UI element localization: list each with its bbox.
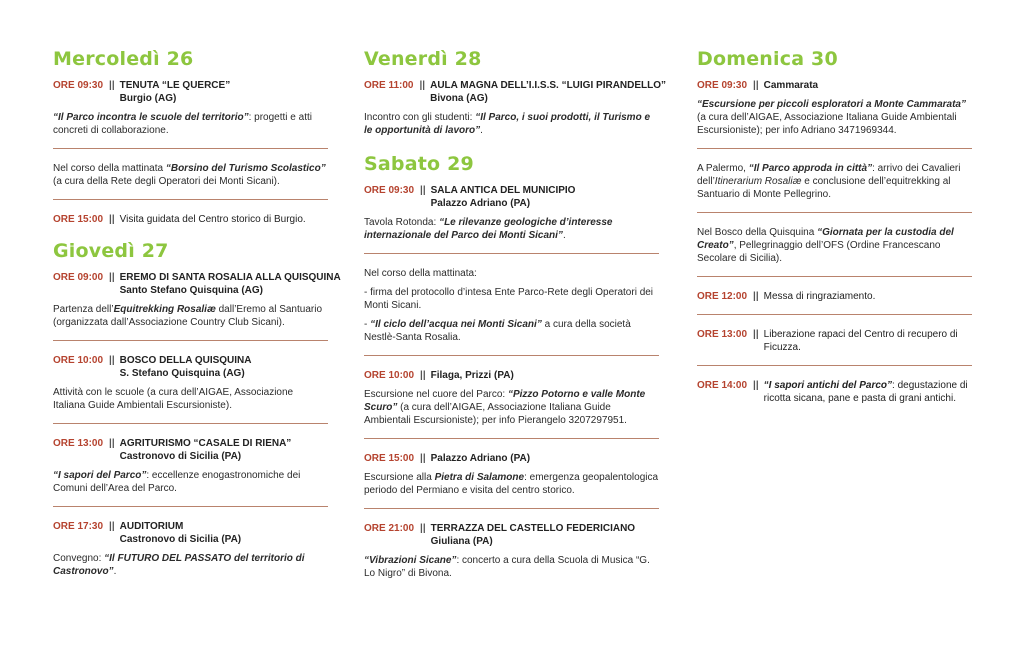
- event-location: Castronovo di Sicilia (PA): [119, 451, 242, 462]
- event-description: Attività con le scuole (a cura dell’AIGAE, Associazione Italiana Guide Ambientali Escursioniste).: [53, 387, 294, 411]
- event-place: Filaga, Prizzi (PA): [430, 370, 514, 381]
- divider: [697, 212, 972, 213]
- event-location: Giuliana (PA): [430, 536, 493, 547]
- divider: [53, 340, 328, 341]
- event-item: [53, 271, 341, 340]
- separator: ||: [753, 380, 759, 391]
- event-location: Santo Stefano Quisquina (AG): [119, 285, 263, 296]
- event-place: Cammarata: [763, 80, 819, 91]
- event-description: Liberazione rapaci del Centro di recupero di Ficuzza.: [763, 329, 958, 353]
- event-item: [53, 79, 328, 148]
- event-item: [697, 328, 972, 365]
- event-description: Incontro con gli studenti: “Il Parco, i suoi prodotti, il Turismo e le opportunità di lavoro”.: [364, 112, 651, 136]
- event-place: AUDITORIUM: [119, 521, 184, 532]
- event-bullet: - “Il ciclo dell’acqua nei Monti Sicani” a cura della società Nestlè-Santa Rosalia.: [364, 319, 631, 343]
- divider: [364, 355, 659, 356]
- event-item: [364, 267, 659, 355]
- event-time: ORE 10:00: [53, 355, 104, 366]
- event-time: ORE 17:30: [53, 521, 104, 532]
- event-place: EREMO DI SANTA ROSALIA ALLA QUISQUINA: [119, 272, 341, 283]
- event-time: ORE 15:00: [364, 453, 415, 464]
- separator: ||: [753, 329, 759, 340]
- separator: ||: [419, 80, 426, 91]
- separator: ||: [109, 521, 115, 532]
- event-description: Convegno: “Il FUTURO DEL PASSATO del territorio di Castronovo”.: [53, 553, 305, 577]
- event-location: Castronovo di Sicilia (PA): [119, 534, 242, 545]
- divider: [697, 276, 972, 277]
- column-wednesday-thursday: [53, 48, 341, 589]
- divider: [697, 365, 972, 366]
- day-heading: Giovedì 27: [53, 240, 169, 262]
- divider: [53, 148, 328, 149]
- event-time: ORE 09:30: [364, 185, 415, 196]
- event-time: ORE 15:00: [53, 214, 104, 225]
- event-place: TENUTA “LE QUERCE”: [119, 80, 231, 91]
- event-item: [697, 226, 972, 276]
- separator: ||: [109, 272, 115, 283]
- event-description: “Il Parco incontra le scuole del territorio”: progetti e atti concreti di collaborazione.: [53, 112, 312, 136]
- event-time: ORE 21:00: [364, 523, 415, 534]
- event-description: “Vibrazioni Sicane”: concerto a cura della Scuola di Musica “G. Lo Nigro” di Bivona.: [364, 555, 650, 579]
- event-description: Partenza dell’Equitrekking Rosaliæ dall’Eremo al Santuario (organizzata dall’Associazione Country Club Sicani).: [53, 304, 323, 328]
- event-item: [364, 79, 667, 145]
- column-friday-saturday: [364, 48, 667, 591]
- separator: ||: [420, 185, 426, 196]
- event-time: ORE 11:00: [364, 80, 414, 91]
- day-heading: Venerdì 28: [364, 48, 482, 70]
- separator: ||: [109, 355, 115, 366]
- separator: ||: [109, 438, 115, 449]
- divider: [697, 314, 972, 315]
- event-item: [697, 379, 972, 416]
- divider: [53, 199, 328, 200]
- event-description: Nel Bosco della Quisquina “Giornata per la custodia del Creato”, Pellegrinaggio dell’OFS (Ordine Francescano Secolare di Sicilia).: [697, 227, 954, 264]
- event-item: [364, 522, 659, 591]
- separator: ||: [753, 80, 759, 91]
- event-item: [364, 184, 659, 253]
- event-item: [53, 520, 328, 589]
- event-description: Nel corso della mattinata “Borsino del Turismo Scolastico” (a cura della Rete degli Operatori dei Monti Sicani).: [53, 163, 326, 187]
- event-place: TERRAZZA DEL CASTELLO FEDERICIANO: [430, 523, 636, 534]
- event-time: ORE 09:30: [53, 80, 104, 91]
- event-location: Palazzo Adriano (PA): [430, 198, 531, 209]
- event-place: AGRITURISMO “CASALE DI RIENA”: [119, 438, 292, 449]
- divider: [697, 148, 972, 149]
- event-time: ORE 09:00: [53, 272, 104, 283]
- event-item: [53, 162, 328, 199]
- event-description: A Palermo, “Il Parco approda in città”: arrivo dei Cavalieri dell’Itinerarium Rosaliæ e conclusione dell’equitrekking al Santuario di Monte Pellegrino.: [697, 163, 961, 200]
- event-place: AULA MAGNA DELL’I.I.S.S. “LUIGI PIRANDELLO”: [430, 80, 667, 91]
- event-time: ORE 14:00: [697, 380, 748, 391]
- divider: [364, 508, 659, 509]
- event-bullet: - firma del protocollo d’intesa Ente Parco-Rete degli Operatori dei Monti Sicani.: [364, 287, 654, 311]
- event-description: “I sapori del Parco”: eccellenze enogastronomiche dei Comuni dell’Area del Parco.: [53, 470, 301, 494]
- event-time: ORE 13:00: [53, 438, 104, 449]
- separator: ||: [753, 291, 759, 302]
- event-location: Burgio (AG): [119, 93, 177, 104]
- event-description: “I sapori antichi del Parco”: degustazione di ricotta sicana, pane e pasta di grani antichi.: [763, 380, 968, 404]
- event-description: Escursione nel cuore del Parco: “Pizzo Potorno e valle Monte Scuro” (a cura dell’AIGAE, Associazione Italiana Guide Ambientali Escursioniste); per info Pierangelo 3207297951.: [364, 389, 646, 426]
- event-item: [53, 437, 328, 506]
- divider: [364, 253, 659, 254]
- event-place: SALA ANTICA DEL MUNICIPIO: [430, 185, 576, 196]
- event-description: Escursione alla Pietra di Salamone: emergenza geopalentologica periodo del Permiano e visita del centro storico.: [364, 472, 659, 496]
- event-location: Bivona (AG): [430, 93, 488, 104]
- event-time: ORE 13:00: [697, 329, 748, 340]
- event-item: [697, 290, 972, 314]
- event-intro: Nel corso della mattinata:: [364, 268, 477, 279]
- divider: [53, 506, 328, 507]
- event-item: [697, 79, 972, 148]
- divider: [364, 438, 659, 439]
- event-description: Messa di ringraziamento.: [763, 291, 876, 302]
- event-item: [364, 369, 659, 438]
- event-description: Tavola Rotonda: “Le rilevanze geologiche d’interesse internazionale del Parco dei Monti Sicani”.: [364, 217, 613, 241]
- day-heading: Domenica 30: [697, 48, 838, 70]
- event-item: [53, 354, 328, 423]
- separator: ||: [420, 523, 426, 534]
- event-item: [364, 452, 659, 508]
- separator: ||: [109, 80, 115, 91]
- event-item: [53, 213, 328, 232]
- separator: ||: [420, 370, 426, 381]
- event-description: Visita guidata del Centro storico di Burgio.: [119, 214, 306, 225]
- day-heading: Mercoledì 26: [53, 48, 194, 70]
- event-time: ORE 12:00: [697, 291, 748, 302]
- day-heading: Sabato 29: [364, 153, 474, 175]
- event-time: ORE 09:30: [697, 80, 748, 91]
- event-description: “Escursione per piccoli esploratori a Monte Cammarata” (a cura dell’AIGAE, Associazione Italiana Guide Ambientali Escursioniste); per info Adriano 3471969344.: [697, 99, 966, 136]
- event-item: [697, 162, 972, 212]
- event-time: ORE 10:00: [364, 370, 415, 381]
- event-place: Palazzo Adriano (PA): [430, 453, 531, 464]
- event-location: S. Stefano Quisquina (AG): [119, 368, 245, 379]
- separator: ||: [420, 453, 426, 464]
- event-place: BOSCO DELLA QUISQUINA: [119, 355, 252, 366]
- divider: [53, 423, 328, 424]
- column-sunday: [697, 48, 972, 416]
- separator: ||: [109, 214, 115, 225]
